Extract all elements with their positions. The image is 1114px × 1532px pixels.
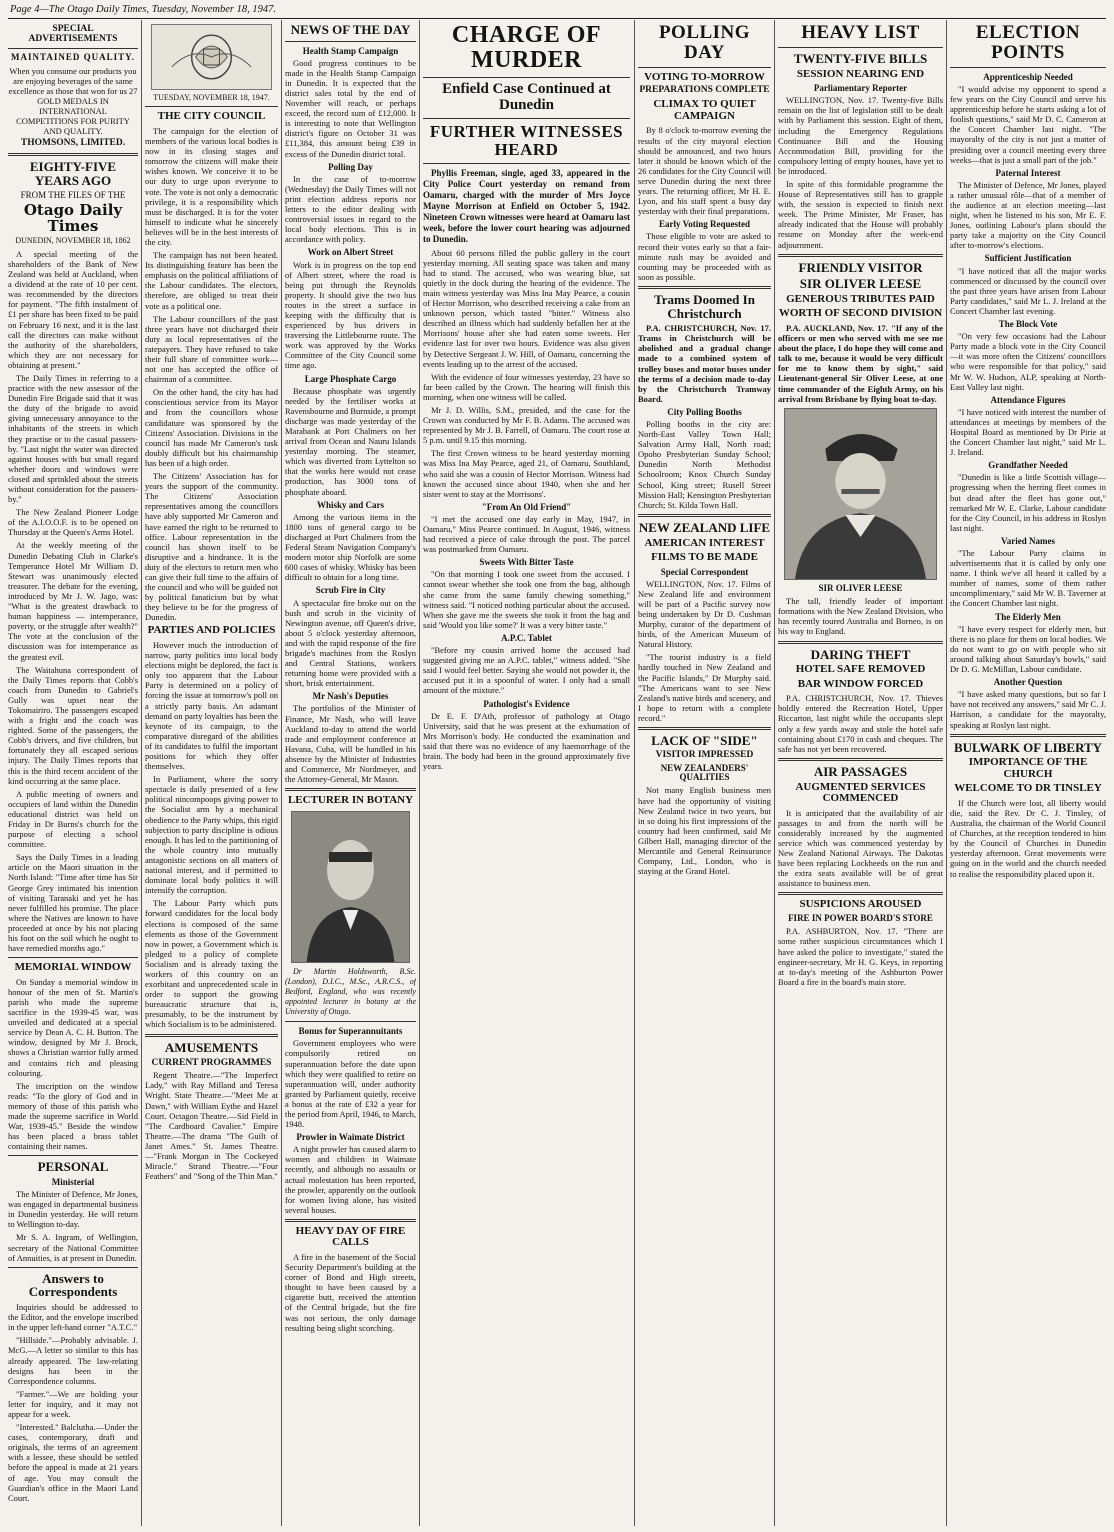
paragraph: "I have every respect for elderly men, but there is no place for them on local bodies. We do not want to go on with people who sit around talking about Saturday's bowls," said Dr D. G. McMillan, Labour candidate. xyxy=(950,623,1106,675)
paragraph: "Hillside."—Probably advisable. J. McG.—A letter so similar to this has already appeared. The law-relating designs has been in the Correspondence columns. xyxy=(8,1335,138,1386)
headline-enfield: Enfield Case Continued at Dunedin xyxy=(442,81,611,114)
paragraph: "Interested." Balclutha.—Under the cases, contemporary, draft and originals, the terms of an agreement with a lessee, these should be settled before the appeal is made at 21 years of age. You may consult the Guardian's office in the Maori Land Court. xyxy=(8,1422,138,1503)
column-3 xyxy=(285,20,416,1526)
paragraph: In Parliament, where the sorry spectacle is daily presented of a few political nincompoops giving power to the Socialist arm by a mechanical obedience to the Party whips, this rigid subjection to party discipline is odious enough. It has led to the partitioning of the whole country into mutually antagonistic sections on all matters of national interest, and if permitted to dominate local body politics it will intensify the corruption. xyxy=(145,774,278,896)
subheading: Polling Day xyxy=(328,161,373,172)
headline-importance: IMPORTANCE OF THE CHURCH xyxy=(968,756,1088,780)
headline-daring-theft: DARING THEFT xyxy=(810,646,911,662)
headline-personal: PERSONAL xyxy=(37,1159,109,1175)
paragraph: The inscription on the window reads: "To the glory of God and in memory of those of this parish who made the supreme sacrifice in World War, 1939-45." Beside the window has been placed a brass tablet containing their names. xyxy=(8,1080,138,1152)
paragraph: In the case of to-morrow (Wednesday) the Daily Times will not print election address reports nor letters to the editor dealing with controversial issues in regard to the local body elections. This is in accordance with policy. xyxy=(285,173,416,245)
ad-body: When you consume our products you are enjoying beverages of the same excellence as those that won for us 27 GOLD MEDALS IN INTERNATIONAL COMPETITIONS FOR PURITY AND QUALITY. xyxy=(8,65,138,137)
paragraph: "I would advise my opponent to spend a few years on the City Council and serve his apprenticeship before he starts asking a lot of foolish questions," said Mr D. C. Cameron at the Concert Chamber last night. "The mayoralty of the city is not just a matter of presiding over a council meeting every three weeks—that is just a small part of the job." xyxy=(950,83,1106,165)
headline-news-of-the-day: NEWS OF THE DAY xyxy=(290,22,411,37)
paragraph: WELLINGTON, Nov. 17. Twenty-five Bills remain on the list of legislation still to be dealt with by Parliament this session. Eight of them, including the Emergency Regulations Continuance Bill and the Housing Accommodation Bill, providing for the compulsory letting of empty houses, have yet to be introduced. xyxy=(778,95,943,176)
paragraph: The Minister of Defence, Mr Jones, played a rather unusual rôle—that of a member of the audience at an election meeting—last night, when he listened to his son, Mr E. F. Jones, outlining Labour's plans should the party take a majority on the City Council after to-morrow's elections. xyxy=(950,179,1106,251)
headline-films: FILMS TO BE MADE xyxy=(651,551,758,564)
column-lead-story xyxy=(423,20,630,1526)
folio-line: Page 4—The Otago Daily Times, Tuesday, November 18, 1947. xyxy=(10,4,276,15)
paragraph: The Daily Times in referring to a practice with the new assessor of the Dunedin Fire Brigade said that it was the duty of the brigade to avoid giving unnecessary annoyance to the inhabitants of the streets in which they practise or to the casual passers-by. "Last night the water was directed against houses with but small regard whether doors and windows were closed and sprinkled about the streets without consideration for the passers-by." xyxy=(8,372,138,505)
subheading: Varied Names xyxy=(1001,535,1055,546)
paragraph: Polling booths in the city are: North-East Valley Town Hall; Salvation Army Hall, North road; Opoho Presbyterian Sunday School; Dunedin North Methodist Schoolroom; Knox Church Sunday School, King street; Rusell Street Mission Hall; Kensington Presbyterian Church; St. Kilda Town Hall. xyxy=(638,419,771,510)
odt-nameplate: Otago Daily Times xyxy=(23,200,123,235)
headline-visitor: VISITOR IMPRESSED xyxy=(655,749,754,760)
subheading: Ministerial xyxy=(51,1177,95,1188)
subheading: Whisky and Cars xyxy=(316,499,385,510)
subheading: Bonus for Superannuitants xyxy=(298,1026,403,1037)
lede: Phyllis Freeman, single, aged 33, appeared in the City Police Court yesterday on remand from Oamaru, charged with the murder of Mrs Joyce Mayne Morrison at Enfield on October 5, 1942. Nineteen Crown witnesses were heard at Oamaru last week, before the lower court hearing was adjourned to Dunedin. xyxy=(423,167,630,244)
paragraph: The Citizens' Association has for years the support of the community. The Citizens' Association representatives among the councillors have ably supported Mr Cameron and have earned the right to be returned to office. Labour representation in the council has shown itself to be disruptive and a hindrance. It is the duty of the electors to return men who can give their full time to the affairs of the council and who will be guided not by political fanaticism but by what they believe to be for the progress of Dunedin. xyxy=(145,471,278,623)
paragraph: On Sunday a memorial window in honour of the men of St. Martin's parish who made the supreme sacrifice in the 1939-45 war, was unveiled and dedicated at a special service by Dean A. C. H. Button. The window, designed by Mr J. Brock, shows a Christian warrior fully armed and contains rich and pleasing colouring. xyxy=(8,976,138,1078)
headline-tributes: GENEROUS TRIBUTES PAID xyxy=(786,292,935,305)
paragraph: P.A. CHRISTCHURCH, Nov. 17. Thieves boldly entered the Recreation Hotel, Upper Riccarton, last night while the occupants slept only a few yards away and stole the hotel safe containing about £170 in cash and cheques. The safe has not yet been recovered. xyxy=(778,693,943,754)
headline-voting: VOTING TO-MORROW xyxy=(644,70,765,83)
headline-election-points: ELECTION POINTS xyxy=(975,22,1081,63)
paragraph: The campaign has not been heated. Its distinguishing feature has been the emphasis on the political affiliations of the Labour candidates. The electors, therefore, are obliged to treat their vote as a political one. xyxy=(145,250,278,311)
subheading: Pathologist's Evidence xyxy=(483,698,570,709)
paragraph: "I have noticed with interest the number of attendances at meetings by members of the Hospital Board as mentioned by Dr Pirie at the Concert Chamber last night," said Mr L. J. Ireland. xyxy=(950,406,1106,458)
column-2 xyxy=(145,20,278,1526)
paragraph: The campaign for the election of members of the various local bodies is now in its closing stages and tomorrow the citizens will make their wishes known. We conceive it to be our duty to urge upon everyone to vote. The vote is not only a democratic privilege, it is a responsibility which must be discharged. It is for the voter himself to indicate what he sincerely believes will be in the best interests of the city. xyxy=(145,125,278,247)
headline-augmented: AUGMENTED SERVICES COMMENCED xyxy=(795,780,926,805)
column-5 xyxy=(638,20,771,1526)
paragraph: In spite of this formidable programme the House of Representatives still has to grapple with, the session is expected to finish next week. The Prime Minister, Mr Fraser, has already indicated that the House will probably resume on Monday after the week-end adjournment. xyxy=(778,178,943,250)
headline-suspicions: SUSPICIONS AROUSED xyxy=(799,898,922,911)
headline-session: SESSION NEARING END xyxy=(796,67,925,80)
paragraph: Those eligible to vote are asked to record their votes early so that a fair-minute rush may be avoided and counting may be proceeded with as soon as possible. xyxy=(638,231,771,282)
paragraph: "Before my cousin arrived home the accused had suggested giving me an A.P.C. tablet," witness added. "She said I would feel better. Saying she would not powder it, the accused put it in a spoonful of water. I only had a small amount of the mixture." xyxy=(423,645,630,696)
headline-bulwark: BULWARK OF LIBERTY xyxy=(953,739,1103,755)
subheading: Paternal Interest xyxy=(995,167,1061,178)
subheading: Sweets With Bitter Taste xyxy=(479,557,574,568)
paragraph: By 8 o'clock to-morrow evening the results of the city mayoral election should be announced, and two hours later it should be known which of the 26 candidates for the City Council will serve Dunedin during the next three years. The returning officer, Mr H. E. Lyon, and his staff spent a busy day yesterday with their final preparations. xyxy=(638,125,771,217)
paragraph: Good progress continues to be made in the Health Stamp Campaign in Dunedin. It is expected that the district sales total by the end of November will reach, or perhaps exceed, the record sum of £12,000. It is interesting to note that Wellington district's figure on October 31 was £11,384, this amount being £39 in excess of the Dunedin district total. xyxy=(285,57,416,159)
subheading: Work on Albert Street xyxy=(307,247,394,258)
subheading: Mr Nash's Deputies xyxy=(312,691,389,702)
headline-store-fire: FIRE IN POWER BOARD'S STORE xyxy=(788,912,933,923)
headline-polling-day: POLLING DAY xyxy=(658,22,751,63)
photo-caption: SIR OLIVER LEESE xyxy=(818,582,903,593)
headline-second-division: WORTH OF SECOND DIVISION xyxy=(778,307,943,320)
headline-city-council: THE CITY COUNCIL xyxy=(157,110,266,123)
headline-nz-life: NEW ZEALAND LIFE xyxy=(638,519,771,535)
subheading: Grandfather Needed xyxy=(988,460,1068,471)
paragraph: Mr J. D. Willis, S.M., presided, and the case for the Crown was conducted by Mr F. B. Adams. The accused was represented by Mr J. B. Farrell, of Oamaru. The court rose at 5 p.m. until 9.15 this morning. xyxy=(423,404,630,446)
subheading: "From An Old Friend" xyxy=(481,501,572,512)
paragraph: Among the various items in the 1800 tons of general cargo to be discharged at Port Chalmers from the Federal Steam Navigation Company's modern motor ship Norfolk are some 600 cases of whisky. Whisky has been difficult to obtain for a long time. xyxy=(285,511,416,583)
paragraph: A public meeting of owners and occupiers of land within the Dunedin educational district was held on Friday in Dr Burns's church for the purpose of electing a school committee. xyxy=(8,788,138,850)
subheading: Parliamentary Reporter xyxy=(813,83,908,94)
paragraph: "The tourist industry is a field hardly touched in New Zealand and the Pacific Islands," Dr Murphy said. "The Americans want to see New Zealand's native birds and scenery, and I hope to return with a complete record." xyxy=(638,652,771,723)
subheading: Sufficient Justification xyxy=(984,253,1072,264)
paragraph: The Minister of Defence, Mr Jones, was engaged in departmental business in Dunedin yesterday. He will return to Wellington to-day. xyxy=(8,1189,138,1230)
subheading: Scrub Fire in City xyxy=(315,585,386,596)
paragraph: "Farmer."—We are holding your letter for inquiry, and it may not appear for a week. xyxy=(8,1388,138,1419)
paragraph: Inquiries should be addressed to the Editor, and the envelope inscribed in the upper left-hand corner "A.T.C." xyxy=(8,1302,138,1333)
paragraph: The first Crown witness to be heard yesterday morning was Miss Ina May Pearce, aged 21, of Oamaru, Southland, who said she was a cousin of Hector Morrison. Witness had known the accused since about 1940, when she and her sister went to stay at the Morrisons'. xyxy=(423,448,630,499)
paragraph: Government employees who were compulsorily retired on superannuation before the date upon which they were qualified to retire on superannuation will, under authority granted by Parliament quietly, receive a bonus at the rate of £32 a year for the period from April, 1946, to March, 1948. xyxy=(285,1038,416,1130)
subheading: City Polling Booths xyxy=(667,406,742,417)
headline-lecturer: LECTURER IN BOTANY xyxy=(287,794,414,807)
headline-charge-of-murder: CHARGE OF MURDER xyxy=(451,22,602,74)
paragraph: With the evidence of four witnesses yesterday, 23 have so far been called by the Crown. The hearing will finish this morning, when one witness will be called. xyxy=(423,371,630,402)
subheading: Special Correspondent xyxy=(660,566,749,577)
paragraph: However much the introduction of narrow, party politics into local body elections might be deplored, the fact is only too apparent that the Labour Party is determined on a policy of forcing the issue at tomorrow's poll on a strictly party basis. An adamant demand on party loyalties has been the keynote of its campaign, to the comparative disregard of the abilities of its candidates to fulfil the important positions for which they offer themselves. xyxy=(145,639,278,772)
headline-lack-of-side: LACK OF "SIDE" xyxy=(651,733,758,748)
headline-trams: Trams Doomed In Christchurch xyxy=(654,291,755,321)
headline-air-passages: AIR PASSAGES xyxy=(813,763,908,779)
headline-parties: PARTIES AND POLICIES xyxy=(147,624,276,637)
headline-friendly-visitor: FRIENDLY VISITOR xyxy=(798,259,923,275)
headline-leese: SIR OLIVER LEESE xyxy=(799,276,922,292)
paragraph: "The Labour Party claims in advertisements that it is called by only one name. I think we've all heard it called by a number of names, some of them rather uncomplimentary," said Mr W. B. Taverner at the Concert Chamber last night. xyxy=(950,548,1106,609)
paragraph: The Labour councillors of the past three years have not discharged their duty as local representatives of the ratepayers. They have refused to take their full share of committee work—not one has accepted the office of chairman of a committee. xyxy=(145,313,278,385)
paragraph: P.A. ASHBURTON, Nov. 17. "There are some rather suspicious circumstances which I have asked the police to investigate," stated the engineer-secretary, Mr H. G. Keys, in reporting at to-day's meeting of the Ashburton Power Board a fire in the board's main store. xyxy=(778,926,943,987)
paragraph: P.A. AUCKLAND, Nov. 17. "If any of the officers or men who served with me see me about the place, I do hope they will come and talk to me, because it would be very difficult for me to know them by sight," said Lieutenant-general Sir Oliver Leese, at one time commander of the Eighth Army, on his arrival from Brisbane by flying boat to-day. xyxy=(778,323,943,404)
paragraph: The New Zealand Pioneer Lodge of the A.I.O.O.F. is to be opened on Thursday at the Queen's Arms Hotel. xyxy=(8,507,138,538)
headline-25-bills: TWENTY-FIVE BILLS xyxy=(793,50,928,66)
subheading: CURRENT PROGRAMMES xyxy=(151,1058,272,1069)
paragraph: "On very few occasions had the Labour Party made a block vote in the City Council—it was more often the Citizens' councillors who were responsible for that policy," said Mr W. W. Hudson, ALP, speaking at North-East Valley last night. xyxy=(950,331,1106,392)
subheading: Prowler in Waimate District xyxy=(296,1132,405,1143)
files-heading: FROM THE FILES OF THE xyxy=(20,189,126,200)
paragraph: The Labour Party which puts forward candidates for the local body elections is composed of the same elements as those of the Government now in power, a Government which is pledged to a policy of complete Socialism and is already taxing the workers of this country on an exorbitant and unprecedented scale in order to support the growing bureaucratic structure that is, presumably, to be the instrument by which Socialism is to be administered. xyxy=(145,898,278,1030)
paragraph: P.A. CHRISTCHURCH, Nov. 17. Trams in Christchurch will be abolished and a gradual change made to a combined system of trolley buses and motor buses under the terms of a decision made to-day by the Christchurch Tramway Board. xyxy=(638,323,771,404)
paragraph: A fire in the basement of the Social Security Department's building at the corner of Bond and High streets, thought to have been caused by a cigarette butt, received the attention of the Central brigade, but the fire was not serious, the only damage resulting being slight scorching. xyxy=(285,1252,416,1333)
subheading: Large Phosphate Cargo xyxy=(304,373,397,384)
paragraph: About 60 persons filled the public gallery in the court yesterday morning. All seating space was taken and many had to stand. The accused, who was wearing blue, sat quietly in the dock during the hearing of the evidence. The main witness yesterday was Miss Ina May Pearce, a cousin of Hector Morrison, who described receiving a cake from an unknown person, which tasted "bitter." Witness also described an illness which had suddenly befallen her at the Morrisons' house after she had eaten some sweets. Her evidence last for over two hours. Evidence was also given by Detective Sergeant J. W. Hill, of Oamaru, concerning the events leading up to the arrest of the accused. xyxy=(423,247,630,369)
leese-photo xyxy=(784,408,937,580)
paragraph: Dr E. F. D'Ath, professor of pathology at Otago University, said that he was present at the exhumation of Mrs Morrison's body. He conducted the examination and said that there was no evidence of any haemorrhage of the brain. The body had been in the ground approximately five years. xyxy=(423,710,630,772)
ad-signature: THOMSONS, LIMITED. xyxy=(20,138,126,149)
subheading: The Block Vote xyxy=(998,319,1058,330)
subheading: Early Voting Requested xyxy=(658,219,750,230)
column-1 xyxy=(8,20,138,1526)
paragraph: WELLINGTON, Nov. 17. Films of New Zealand life and environment will be part of a Pacific survey now being undertaken by Dr D. Cushman Murphy, curator of the department of birds, of the American Museum of Natural History. xyxy=(638,578,771,650)
paragraph: On the other hand, the city has had conscientious service from its Mayor and from the councillors whose candidature was sponsored by the Citizens' Association. Divisions in the council has made Mr Cameron's task doubly difficult but his chairmanship has been of a high order. xyxy=(145,387,278,468)
paragraph: A spectacular fire broke out on the bush and scrub in the vicinity of Newington avenue, off Queen's drive, about 5 o'clock yesterday afternoon, and with the rapid response of the fire brigade's machines from the Roslyn and Central Stations, workers returning home were provided with a short, brisk entertainment. xyxy=(285,597,416,689)
paragraph: "On that morning I took one sweet from the accused. I cannot swear whether she took one from the bag, although she came from the same family chewing something," witness said. "I noticed nothing particular about the accused. When she gave me the sweets she took it from the bag and said 'Would you like some?' It was a very bitter taste." xyxy=(423,569,630,630)
headline-bar-window: BAR WINDOW FORCED xyxy=(797,677,924,690)
paragraph: "I have noticed that all the major works commenced or discussed by the council over the past three years have arisen from Labour Party candidates," said Mr L. J. Ireland at the Concert Chamber last evening. xyxy=(950,265,1106,316)
headline-heavy-list: HEAVY LIST xyxy=(801,22,920,43)
subheading: Apprenticeship Needed xyxy=(983,71,1073,82)
paragraph: "I met the accused one day early in May, 1947, in Oamaru," Miss Pearce continued. In August, 1946, witness had received a piece of cake through the post. The parcel was postmarked from Oamaru. xyxy=(423,513,630,555)
headline-welcome: WELCOME TO DR TINSLEY xyxy=(954,782,1102,795)
paragraph: A special meeting of the shareholders of the Bank of New Zealand was held at Auckland, when a dividend at the rate of 10 per cent. was recommended by the directors for payment. "The fifth instalment of £1 per share has been fixed to be paid on February 16 next, and it is the last call the directors can make without the authority of the shareholders, which they are not necessary for obtaining at present." xyxy=(8,248,138,370)
paragraph: It is anticipated that the availability of air passages to and from the north will be considerably increased by the augmented service which was commenced yesterday by New Zealand National Airways. The Dakotas have been replacing Lockheeds on the run and the extra seats available will be of great assistance to business men. xyxy=(778,807,943,889)
subheading: A.P.C. Tablet xyxy=(501,632,552,643)
paragraph: Mr S. A. Ingram, of Wellington, secretary of the National Committee of Annuities, is at present in Dunedin. xyxy=(8,1232,138,1263)
paragraph: A night prowler has caused alarm to women and children in Waimate recently, and although no assaults or actual molestation has been reported, the prowler, apparently on the outlook for women living alone, has visited several houses. xyxy=(285,1144,416,1215)
column-6 xyxy=(778,20,943,1526)
headline-further-witnesses: FURTHER WITNESSES HEARD xyxy=(429,121,624,159)
paragraph: The portfolios of the Minister of Finance, Mr Nash, who will leave Auckland to-day to attend the world trade and employment conference at Havana, Cuba, will be handled in his absence by the Minister of Industries and Commerce, Mr Nordmeyer, and the Attorney-General, Mr Mason. xyxy=(285,703,416,785)
headline-preparations: PREPARATIONS COMPLETE xyxy=(639,85,770,96)
headline-climax: CLIMAX TO QUIET CAMPAIGN xyxy=(653,98,756,122)
paragraph: "Dunedin is like a little Scottish village—progressing when the herring fleet comes in but dead after the fleet has gone out," remarked Mr W. E. Clarke, Labour candidate for the City Council, in his address in Roslyn last night. xyxy=(950,472,1106,533)
subheading: Health Stamp Campaign xyxy=(302,45,399,56)
headline-fire-calls: HEAVY DAY OF FIRE CALLS xyxy=(295,1224,406,1249)
paragraph: The tall, friendly leader of important formations with the New Zealand Division, who has recently toured Australia and Borneo, is on his way to England. xyxy=(778,596,943,637)
headline-amusements: AMUSEMENTS xyxy=(164,1039,259,1055)
portrait-photo xyxy=(291,811,410,963)
paragraph: The Waitahuna correspondent of the Daily Times reports that Cobb's coach from Dunedin to Gabriel's Gully was upset near the Tokomairiro. The passengers escaped with a fright and the coach was righted. Some of the passengers, the Cobb's drivers, and five children, but fortunately they all escaped serious injury. The Daily Times reports that this is the third recent accident of the kind occurring at the same place. xyxy=(8,664,138,786)
paragraph: Regent Theatre.—"The Imperfect Lady," with Ray Milland and Teresa Wright. State Theatre.—"Meet Me at Dawn," with William Eythe and Hazel Court. Octagon Theatre.—Sid Field in "The Cardboard Cavalier." Empire Theatre.—The drama "The Guilt of Janet Ames." St. James Theatre.—"Frank Morgan in The Cockeyed Miracle." Strand Theatre.—"Four Feathers" and "Song of the Thin Man." xyxy=(145,1070,278,1182)
paragraph: If the Church were lost, all liberty would die, said the Rev. Dr C. J. Tinsley, of Australia, the chairman of the World Council of Churches, at the reception tendered to him by the Council of Churches in Dunedin yesterday afternoon. Great movements were going on in the world and the church needed to realise the responsibility placed upon it. xyxy=(950,797,1106,879)
paragraph: At the weekly meeting of the Dunedin Debating Club in Clarke's Temperance Hotel Mr William D. Stewart was unanimously elected treasurer. The debate for the evening, introduced by Mr J. W. Jago, was: "What is the greatest drawback to human happiness — intemperance, poverty, or the struggle after wealth?" The vote at the conclusion of the discussion was for intemperance as the greatest evil. xyxy=(8,540,138,662)
subheading: Another Question xyxy=(993,677,1063,688)
headline-american-interest: AMERICAN INTEREST xyxy=(644,536,765,549)
top-rule xyxy=(8,18,1106,19)
subheading: Attendance Figures xyxy=(990,394,1066,405)
paragraph: Says the Daily Times in a leading article on the Maori situation in the North Island: "Time after time has Sir George Grey intimated his intention of visiting Taranaki and yet he has never fulfilled his promise. The place where the Natives are known to have proceeded at once by his not placing his foot on the soil which he ought to have remedied months ago." xyxy=(8,852,138,954)
dateline: DUNEDIN, NOVEMBER 18, 1862 xyxy=(15,236,131,246)
paragraph: Work is in progress on the top end of Albert street, where the road is being put through the Reynolds property. It should give the two bus routes in the street a surface in keeping with the difficulty that is experienced by bus drivers in traversing the Littlebourne route. The work was approved by the Works Committee of the City Council some time ago. xyxy=(285,259,416,371)
photo-caption: Dr Martin Holdsworth, B.Sc. (London), D.I.C., M.Sc., A.R.C.S., of Bedford, England, who was recently appointed lecturer in botany at the University of Otago. xyxy=(285,966,416,1017)
headline-memorial: MEMORIAL WINDOW xyxy=(14,961,132,974)
masthead-date: TUESDAY, NOVEMBER 18, 1947. xyxy=(153,93,270,102)
paragraph: Not many English business men have had the opportunity of visiting New Zealand twice in two years, but in so doing his first impressions of the country had been confirmed, said Mr Gilbert Hall, managing director of the Mercantile and General Reinsurance Company, Ltd., London, who is staying at the Grand Hotel. xyxy=(638,785,771,877)
paragraph: Because phosphate was urgently needed by the fertiliser works at Ravensbourne and Burnside, a prompt discharge was made yesterday of the Marabank at Port Chalmers on her arrival from Ocean and Nauru Islands yesterday morning. The steamer, which was diverted from Lyttelton so that the works here would not cease production, has 3000 tons of phosphate aboard. xyxy=(285,385,416,497)
paragraph: "I have asked many questions, but so far I have not received any answers," said Mr C. J. Harrison, a candidate for the mayoralty, speaking at Roslyn last night. xyxy=(950,689,1106,730)
section-heading: SPECIAL ADVERTISEMENTS xyxy=(28,24,118,45)
ad-headline: MAINTAINED QUALITY. xyxy=(10,52,136,63)
headline-answers: Answers to Correspondents xyxy=(28,1270,118,1300)
subheading: The Elderly Men xyxy=(995,611,1061,622)
headline-qualities: NEW ZEALANDERS' QUALITIES xyxy=(660,762,749,783)
headline-85-years: EIGHTY-FIVE YEARS AGO xyxy=(29,159,117,188)
column-7 xyxy=(950,20,1106,1526)
headline-hotel-safe: HOTEL SAFE REMOVED xyxy=(795,663,926,676)
emblem-icon xyxy=(151,24,272,90)
